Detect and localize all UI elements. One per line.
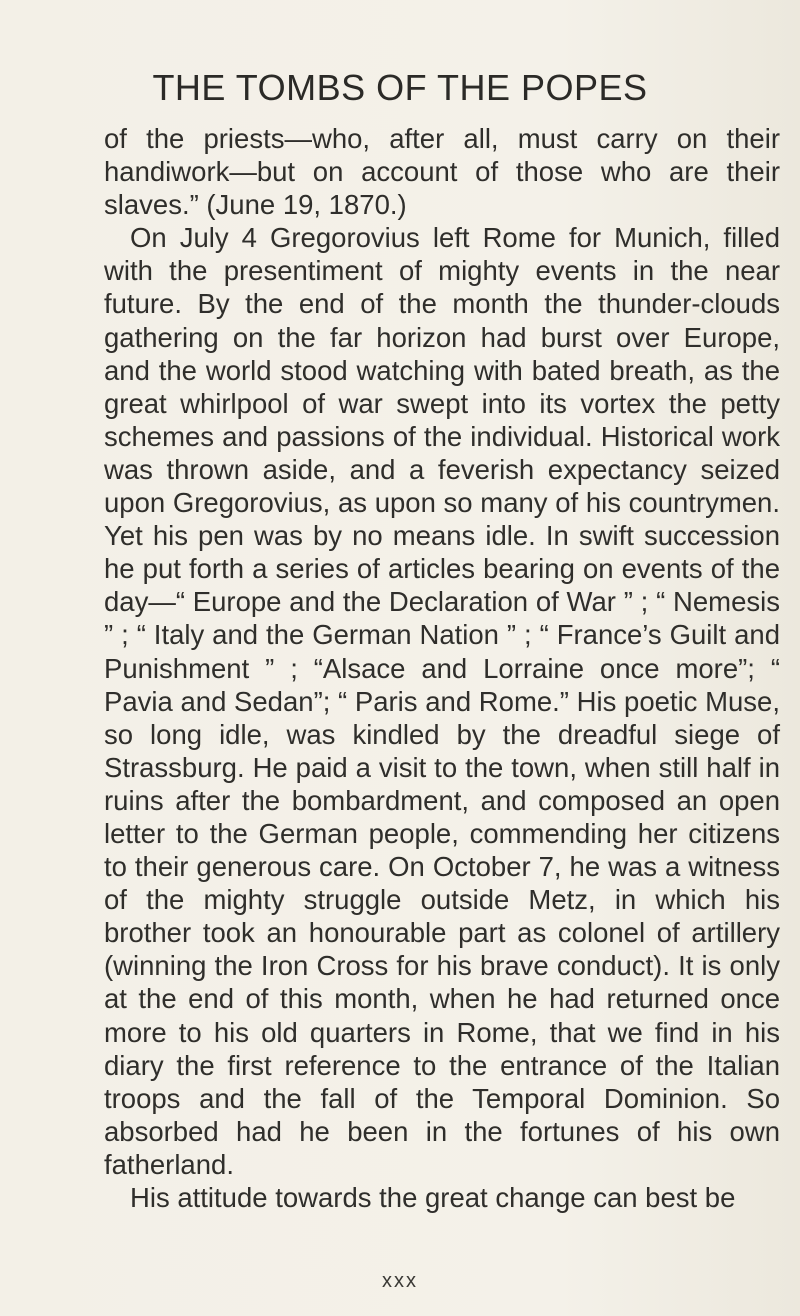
paragraph-gregorovius-leaves-rome: On July 4 Gregorovius left Rome for Munich, filled with the presentiment of mighty events in the near future. By the end of the month the thunder-clouds gathering on the far horizon had burst over Europe, and the world stood watching with bated breath, as the great whirlpool of war swept into its vortex the petty schemes and passions of the individual. Historical work was thrown aside, and a feverish expectancy seized upon Gregorovius, as upon so many of his countrymen. Yet his pen was by no means idle. In swift succession he put forth a series of articles bearing on events of the day—“ Europe and the Declaration of War ” ; “ Nemesis ” ; “ Italy and the German Nation ” ; “ France’s Guilt and Punishment ” ; “Alsace and Lorraine once more”; “ Pavia and Sedan”; “ Paris and Rome.” His poetic Muse, so long idle, was kindled by the dreadful siege of Strassburg. He paid a visit to the town, when still half in ruins after the bombardment, and composed an open letter to the German people, commending her citizens to their generous care. On October 7, he was a witness of the mighty struggle outside Metz, in which his brother took an honourable part as colonel of artillery (winning the Iron Cross for his brave conduct). It is only at the end of this month, when he had returned once more to his old quarters in Rome, that we find in his diary the first reference to the entrance of the Italian troops and the fall of the Temporal Dominion. So absorbed had he been in the fortunes of his own fatherland. (104, 222, 780, 1180)
running-head: THE TOMBS OF THE POPES (152, 67, 648, 108)
paragraph-attitude: His attitude towards the great change can best be (130, 1182, 736, 1213)
page-number: xxx (382, 1270, 418, 1292)
paragraph-continuation: of the priests—who, after all, must carry on their handiwork—but on account of those who are their slaves.” (June 19, 1870.) (104, 123, 780, 221)
body-text (104, 122, 780, 1214)
